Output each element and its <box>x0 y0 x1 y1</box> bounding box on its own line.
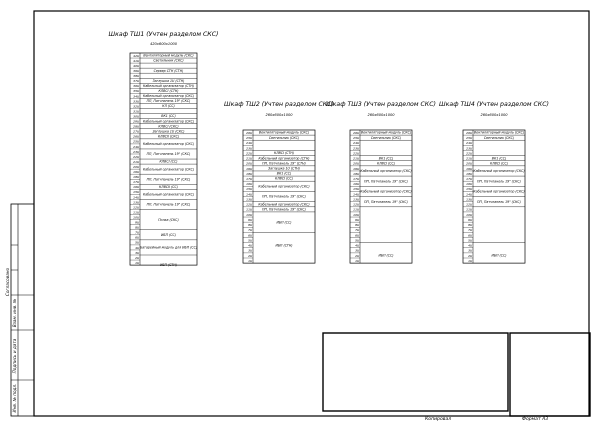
unit-number: 27U <box>133 129 140 134</box>
unit-number: 24U <box>246 141 253 146</box>
equipment-label: КЛВСI (СС) <box>377 161 395 166</box>
unit-number: 6U <box>355 233 360 238</box>
equipment-label: Кабельный организатор (СКС) <box>142 192 195 197</box>
unit-number: 1U <box>468 258 473 263</box>
unit-number: 14U <box>353 192 360 197</box>
cabinet-dimensions: 260x600x1000 <box>367 113 395 117</box>
equipment-label: КЛВСI (СТН) <box>273 151 295 156</box>
unit-number: 24U <box>353 141 360 146</box>
unit-number: 29U <box>133 119 140 124</box>
unit-number: 16U <box>246 182 253 187</box>
equipment-label: ПП, Патчпанель 19" (СКС) <box>364 179 408 184</box>
unit-number: 14U <box>246 192 253 197</box>
equipment-label: ПП, Патчпанель 19" (СКС) <box>146 177 191 182</box>
unit-number: 12U <box>246 202 253 207</box>
unit-number: 3U <box>355 248 360 253</box>
unit-number: 8U <box>248 223 253 228</box>
unit-number: 8U <box>135 225 140 230</box>
equipment-label: ПП, Патчпанель 19" (СКС) <box>477 199 521 204</box>
cabinet-title: Шкаф ТШ1 (Учтен разделом СКС) <box>108 31 219 38</box>
equipment-label: Светильник (СКС) <box>268 135 300 140</box>
unit-number: 7U <box>248 228 253 233</box>
equipment-label: Вентиляторный модуль (СКС) <box>143 53 194 58</box>
equipment-label: Кабельный организатор (СКС) <box>258 202 310 207</box>
cabinet-title: Шкаф ТШ3 (Учтен разделом СКС) <box>326 101 436 108</box>
equipment-label: КЛВСII (СКС) <box>157 134 180 139</box>
unit-number: 10U <box>246 212 253 217</box>
cabinet-title: Шкаф ТШ4 (Учтен разделом СКС) <box>439 101 549 108</box>
equipment-label: Светильник (СКС) <box>370 135 402 140</box>
unit-number: 3U <box>135 250 140 255</box>
unit-number: 23U <box>353 146 360 151</box>
unit-number: 20U <box>246 161 253 166</box>
unit-number: 8U <box>468 223 473 228</box>
equipment-label: ИБП (СС) <box>378 253 394 258</box>
unit-number: 28U <box>133 124 140 129</box>
unit-number: 36U <box>133 84 140 89</box>
unit-number: 19U <box>353 166 360 171</box>
equipment-label: Вентиляторный модуль (СКС) <box>360 130 412 135</box>
unit-number: 30U <box>133 114 140 119</box>
unit-number: 9U <box>468 217 473 222</box>
equipment-label: Кабельный организатор (СТН) <box>258 156 310 161</box>
unit-number: 11U <box>466 207 473 212</box>
unit-number: 1U <box>135 260 140 265</box>
equipment-label: Заглушка 1U (СКС) <box>152 129 185 134</box>
unit-number: 26U <box>246 130 253 135</box>
equipment-label: Заглушка 1U (СТН) <box>268 166 300 171</box>
equipment-label: ВК1 (СС) <box>378 156 394 161</box>
unit-number: 7U <box>355 228 360 233</box>
unit-number: 32U <box>133 104 140 109</box>
unit-number: 15U <box>466 187 473 192</box>
unit-number: 7U <box>135 230 140 235</box>
unit-number: 19U <box>466 166 473 171</box>
unit-number: 4U <box>468 243 473 248</box>
unit-number: 21U <box>246 156 253 161</box>
equipment-label: Кабельный организатор (СТН) <box>142 83 195 88</box>
unit-number: 25U <box>466 136 473 141</box>
equipment-label: Кабельный организатор (СКС) <box>142 167 195 172</box>
unit-number: 7U <box>468 228 473 233</box>
equipment-label: ИБП (СТН) <box>275 243 293 248</box>
unit-number: 5U <box>355 238 360 243</box>
unit-number: 24U <box>466 141 473 146</box>
agreed-label: Согласовано <box>5 267 10 297</box>
unit-number: 33U <box>133 99 140 104</box>
unit-number: 22U <box>246 151 253 156</box>
unit-number: 26U <box>353 130 360 135</box>
unit-number: 21U <box>353 156 360 161</box>
equipment-label: ПП, Патчпанель 19" (СКС) <box>262 207 306 212</box>
unit-number: 15U <box>133 190 140 195</box>
unit-number: 20U <box>133 164 140 169</box>
unit-number: 23U <box>133 149 140 154</box>
equipment-label: КЛВСI (СС) <box>490 161 508 166</box>
unit-number: 3U <box>248 248 253 253</box>
equipment-label: Сервер СТН (СТН) <box>153 68 184 73</box>
unit-number: 12U <box>353 202 360 207</box>
unit-number: 6U <box>468 233 473 238</box>
unit-number: 5U <box>468 238 473 243</box>
unit-number: 19U <box>246 166 253 171</box>
unit-number: 16U <box>133 185 140 190</box>
equipment-label: КЛВСI (СТН) <box>158 88 179 93</box>
cabinet-dimensions: 420x600x1000 <box>149 42 178 46</box>
unit-number: 26U <box>466 130 473 135</box>
unit-number: 31U <box>133 109 140 114</box>
equipment-label: Вентиляторный модуль (СКС) <box>258 130 310 135</box>
equipment-label: Кабельный организатор (СКС) <box>360 169 412 174</box>
format-label: Формат А3 <box>522 417 549 422</box>
unit-number: 25U <box>133 139 140 144</box>
unit-number: 16U <box>466 182 473 187</box>
unit-number: 17U <box>246 177 253 181</box>
unit-number: 9U <box>135 220 140 225</box>
unit-number: 13U <box>353 197 360 202</box>
equipment-label: КЛВСI (СКС) <box>158 124 179 129</box>
equipment-label: КЛ (СС) <box>162 104 175 109</box>
equipment-label: Кабельный организатор (СКС) <box>473 169 525 174</box>
equipment-label: КЛВСII (СС) <box>159 184 178 189</box>
unit-number: 20U <box>466 161 473 166</box>
unit-number: 18U <box>133 175 140 180</box>
unit-number: 8U <box>355 223 360 228</box>
unit-number: 23U <box>466 146 473 151</box>
equipment-label: КЛВСI (СС) <box>159 159 178 164</box>
unit-number: 13U <box>133 200 140 205</box>
inv-no-orig-label: Инв. № подл. <box>12 383 17 413</box>
equipment-label: Батарейный модуль для ИБП (СС) <box>139 245 198 250</box>
equipment-label: ИБП (СС) <box>161 232 176 237</box>
unit-number: 25U <box>353 136 360 141</box>
unit-number: 22U <box>466 151 473 156</box>
unit-number: 24U <box>133 144 140 149</box>
equipment-label: ИБП (СС) <box>491 253 507 258</box>
unit-number: 9U <box>355 217 360 222</box>
unit-number: 16U <box>353 182 360 187</box>
unit-number: 11U <box>246 207 253 212</box>
equipment-label: Кабельный организатор (СКС) <box>142 94 195 99</box>
unit-number: 2U <box>468 253 473 258</box>
unit-number: 11U <box>353 207 360 212</box>
unit-number: 6U <box>135 235 140 240</box>
unit-number: 2U <box>248 253 253 258</box>
unit-number: 6U <box>248 233 253 238</box>
equipment-label: ВК1 (СС) <box>491 156 507 161</box>
equipment-label: Полка (СКС) <box>158 217 179 222</box>
unit-number: 42U <box>133 53 140 58</box>
unit-number: 5U <box>135 240 140 245</box>
unit-number: 39U <box>133 69 140 73</box>
sign-date-label: Подпись и дата <box>12 338 17 374</box>
copied-label: Копировал <box>425 417 452 422</box>
unit-number: 17U <box>353 177 360 181</box>
unit-number: 35U <box>133 89 140 94</box>
cabinet-dimensions: 260x600x1000 <box>265 113 293 117</box>
unit-number: 10U <box>133 215 140 220</box>
unit-number: 37U <box>133 79 140 84</box>
equipment-label: ПП, Патчпанель 19" (СТН) <box>262 161 306 166</box>
equipment-label: Светильник (СКС) <box>153 58 184 63</box>
unit-number: 11U <box>133 210 140 215</box>
equipment-label: ПП, Патчпанель 19" (СКС) <box>146 152 191 157</box>
unit-number: 10U <box>353 212 360 217</box>
equipment-label: ПП, Патчпанель 19" (СКС) <box>262 194 306 199</box>
equipment-label: Кабельный организатор (СКС) <box>360 189 412 194</box>
unit-number: 41U <box>133 58 140 63</box>
unit-number: 20U <box>353 161 360 166</box>
unit-number: 21U <box>133 159 140 164</box>
unit-number: 4U <box>135 245 140 250</box>
unit-number: 17U <box>466 177 473 181</box>
equipment-label: КЛВСI (СС) <box>275 176 293 181</box>
unit-number: 14U <box>133 195 140 200</box>
equipment-label: ПП, Патчпанель 19" (СКС) <box>477 179 521 184</box>
unit-number: 4U <box>355 243 360 248</box>
equipment-label: ИБП (СТН) <box>159 263 178 268</box>
equipment-label: Вентиляторный модуль (СКС) <box>473 130 525 135</box>
equipment-label: Заглушка 1U (СТН) <box>152 78 185 83</box>
unit-number: 38U <box>133 74 140 79</box>
unit-number: 13U <box>466 197 473 202</box>
unit-number: 18U <box>353 171 360 176</box>
equipment-label: ПП, Патчпанель 19" (СКС) <box>364 199 408 204</box>
unit-number: 34U <box>133 94 140 99</box>
equipment-label: ПП, Патчпанель 19" (СКС) <box>146 202 191 207</box>
equipment-label: Кабельный организатор (СКС) <box>142 119 195 124</box>
equipment-label: Светильник (СКС) <box>483 135 515 140</box>
unit-number: 1U <box>248 258 253 263</box>
unit-number: 9U <box>248 217 253 222</box>
unit-number: 23U <box>246 146 253 151</box>
unit-number: 2U <box>355 253 360 258</box>
unit-number: 19U <box>133 170 140 174</box>
unit-number: 21U <box>466 156 473 161</box>
equipment-label: ВК1 (СС) <box>276 171 292 176</box>
unit-number: 25U <box>246 136 253 141</box>
equipment-label: ПП, Патчпанель 19" (СКС) <box>146 99 191 104</box>
unit-number: 22U <box>133 154 140 159</box>
unit-number: 13U <box>246 197 253 202</box>
unit-number: 14U <box>466 192 473 197</box>
unit-number: 18U <box>466 171 473 176</box>
unit-number: 15U <box>353 187 360 192</box>
equipment-label: ВК1 (СС) <box>161 114 176 119</box>
unit-number: 26U <box>133 134 140 139</box>
unit-number: 22U <box>353 151 360 156</box>
unit-number: 17U <box>133 180 140 185</box>
equipment-label: Кабельный организатор (СКС) <box>142 142 195 146</box>
equipment-label: Кабельный организатор (СКС) <box>473 189 525 194</box>
replaced-inv-label: Взам. инв. № <box>12 298 17 328</box>
unit-number: 2U <box>135 255 140 260</box>
unit-number: 4U <box>248 243 253 248</box>
unit-number: 3U <box>468 248 473 253</box>
unit-number: 15U <box>246 187 253 192</box>
unit-number: 5U <box>248 238 253 243</box>
unit-number: 12U <box>133 205 140 210</box>
equipment-label: ИБП (СС) <box>276 220 292 225</box>
unit-number: 1U <box>355 258 360 263</box>
cabinet-title: Шкаф ТШ2 (Учтен разделом СКС) <box>224 101 334 108</box>
cabinet-dimensions: 260x600x1000 <box>480 113 508 117</box>
unit-number: 10U <box>466 212 473 217</box>
unit-number: 12U <box>466 202 473 207</box>
unit-number: 40U <box>133 63 140 68</box>
unit-number: 18U <box>246 171 253 176</box>
equipment-label: Кабельный организатор (СКС) <box>258 184 310 189</box>
